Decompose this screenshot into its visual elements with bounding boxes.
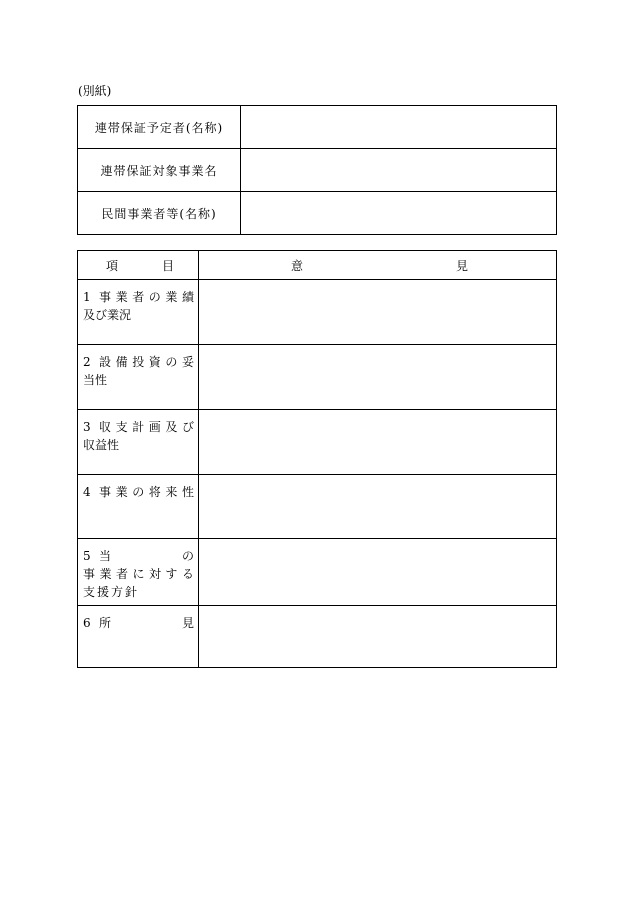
item-column-header <box>78 251 199 280</box>
item-title-continued: 事 業 者 に 対 す る <box>83 567 194 581</box>
item-title: 所 見 <box>99 616 194 630</box>
evaluation-table <box>77 250 557 668</box>
item-number: 2 <box>83 355 91 369</box>
item-5 <box>78 539 199 606</box>
opinion-cell-5[interactable] <box>199 539 557 606</box>
item-number: 1 <box>83 290 91 304</box>
item-title: 収 支 計 画 及 び <box>99 420 194 434</box>
opinion-cell-6[interactable] <box>199 606 557 668</box>
item-number: 6 <box>83 616 91 630</box>
item-3 <box>78 410 199 475</box>
private-operator-value[interactable] <box>241 192 557 235</box>
item-title: 当 の <box>99 549 194 563</box>
opinion-cell-4[interactable] <box>199 475 557 539</box>
item-2 <box>78 345 199 410</box>
page-label: (別紙) <box>78 84 112 98</box>
item-6 <box>78 606 199 668</box>
private-operator-label: 民間事業者等(名称) <box>78 192 241 235</box>
item-title-continued: 当性 <box>83 373 108 387</box>
item-title: 設 備 投 資 の 妥 <box>99 355 194 369</box>
item-header-char-b: 目 <box>161 258 174 273</box>
opinion-cell-2[interactable] <box>199 345 557 410</box>
table-row <box>78 475 557 539</box>
opinion-column-header <box>199 251 557 280</box>
header-row <box>78 251 557 280</box>
item-number: 3 <box>83 420 91 434</box>
project-name-value[interactable] <box>241 149 557 192</box>
item-number: 5 <box>83 549 91 563</box>
table-row <box>78 149 557 192</box>
opinion-header-char-a: 意 <box>291 258 304 273</box>
table-row <box>78 192 557 235</box>
item-number: 4 <box>83 485 91 499</box>
guarantor-value[interactable] <box>241 106 557 149</box>
opinion-cell-3[interactable] <box>199 410 557 475</box>
table-row <box>78 280 557 345</box>
opinion-cell-1[interactable] <box>199 280 557 345</box>
table-row <box>78 345 557 410</box>
item-title-continued: 収益性 <box>83 438 120 452</box>
table-row <box>78 606 557 668</box>
opinion-header-char-b: 見 <box>455 258 468 273</box>
table-row <box>78 106 557 149</box>
item-title: 事 業 の 将 来 性 <box>99 485 194 499</box>
item-1 <box>78 280 199 345</box>
table-row <box>78 539 557 606</box>
project-name-label: 連帯保証対象事業名 <box>78 149 241 192</box>
item-4 <box>78 475 199 539</box>
table-row <box>78 410 557 475</box>
item-title-continued: 及び業況 <box>83 308 132 322</box>
guarantor-label: 連帯保証予定者(名称) <box>78 106 241 149</box>
item-title: 事 業 者 の 業 績 <box>99 290 194 304</box>
item-title-continued-2: 支援方針 <box>83 585 140 599</box>
item-header-char-a: 項 <box>106 258 119 273</box>
info-table <box>77 105 557 235</box>
